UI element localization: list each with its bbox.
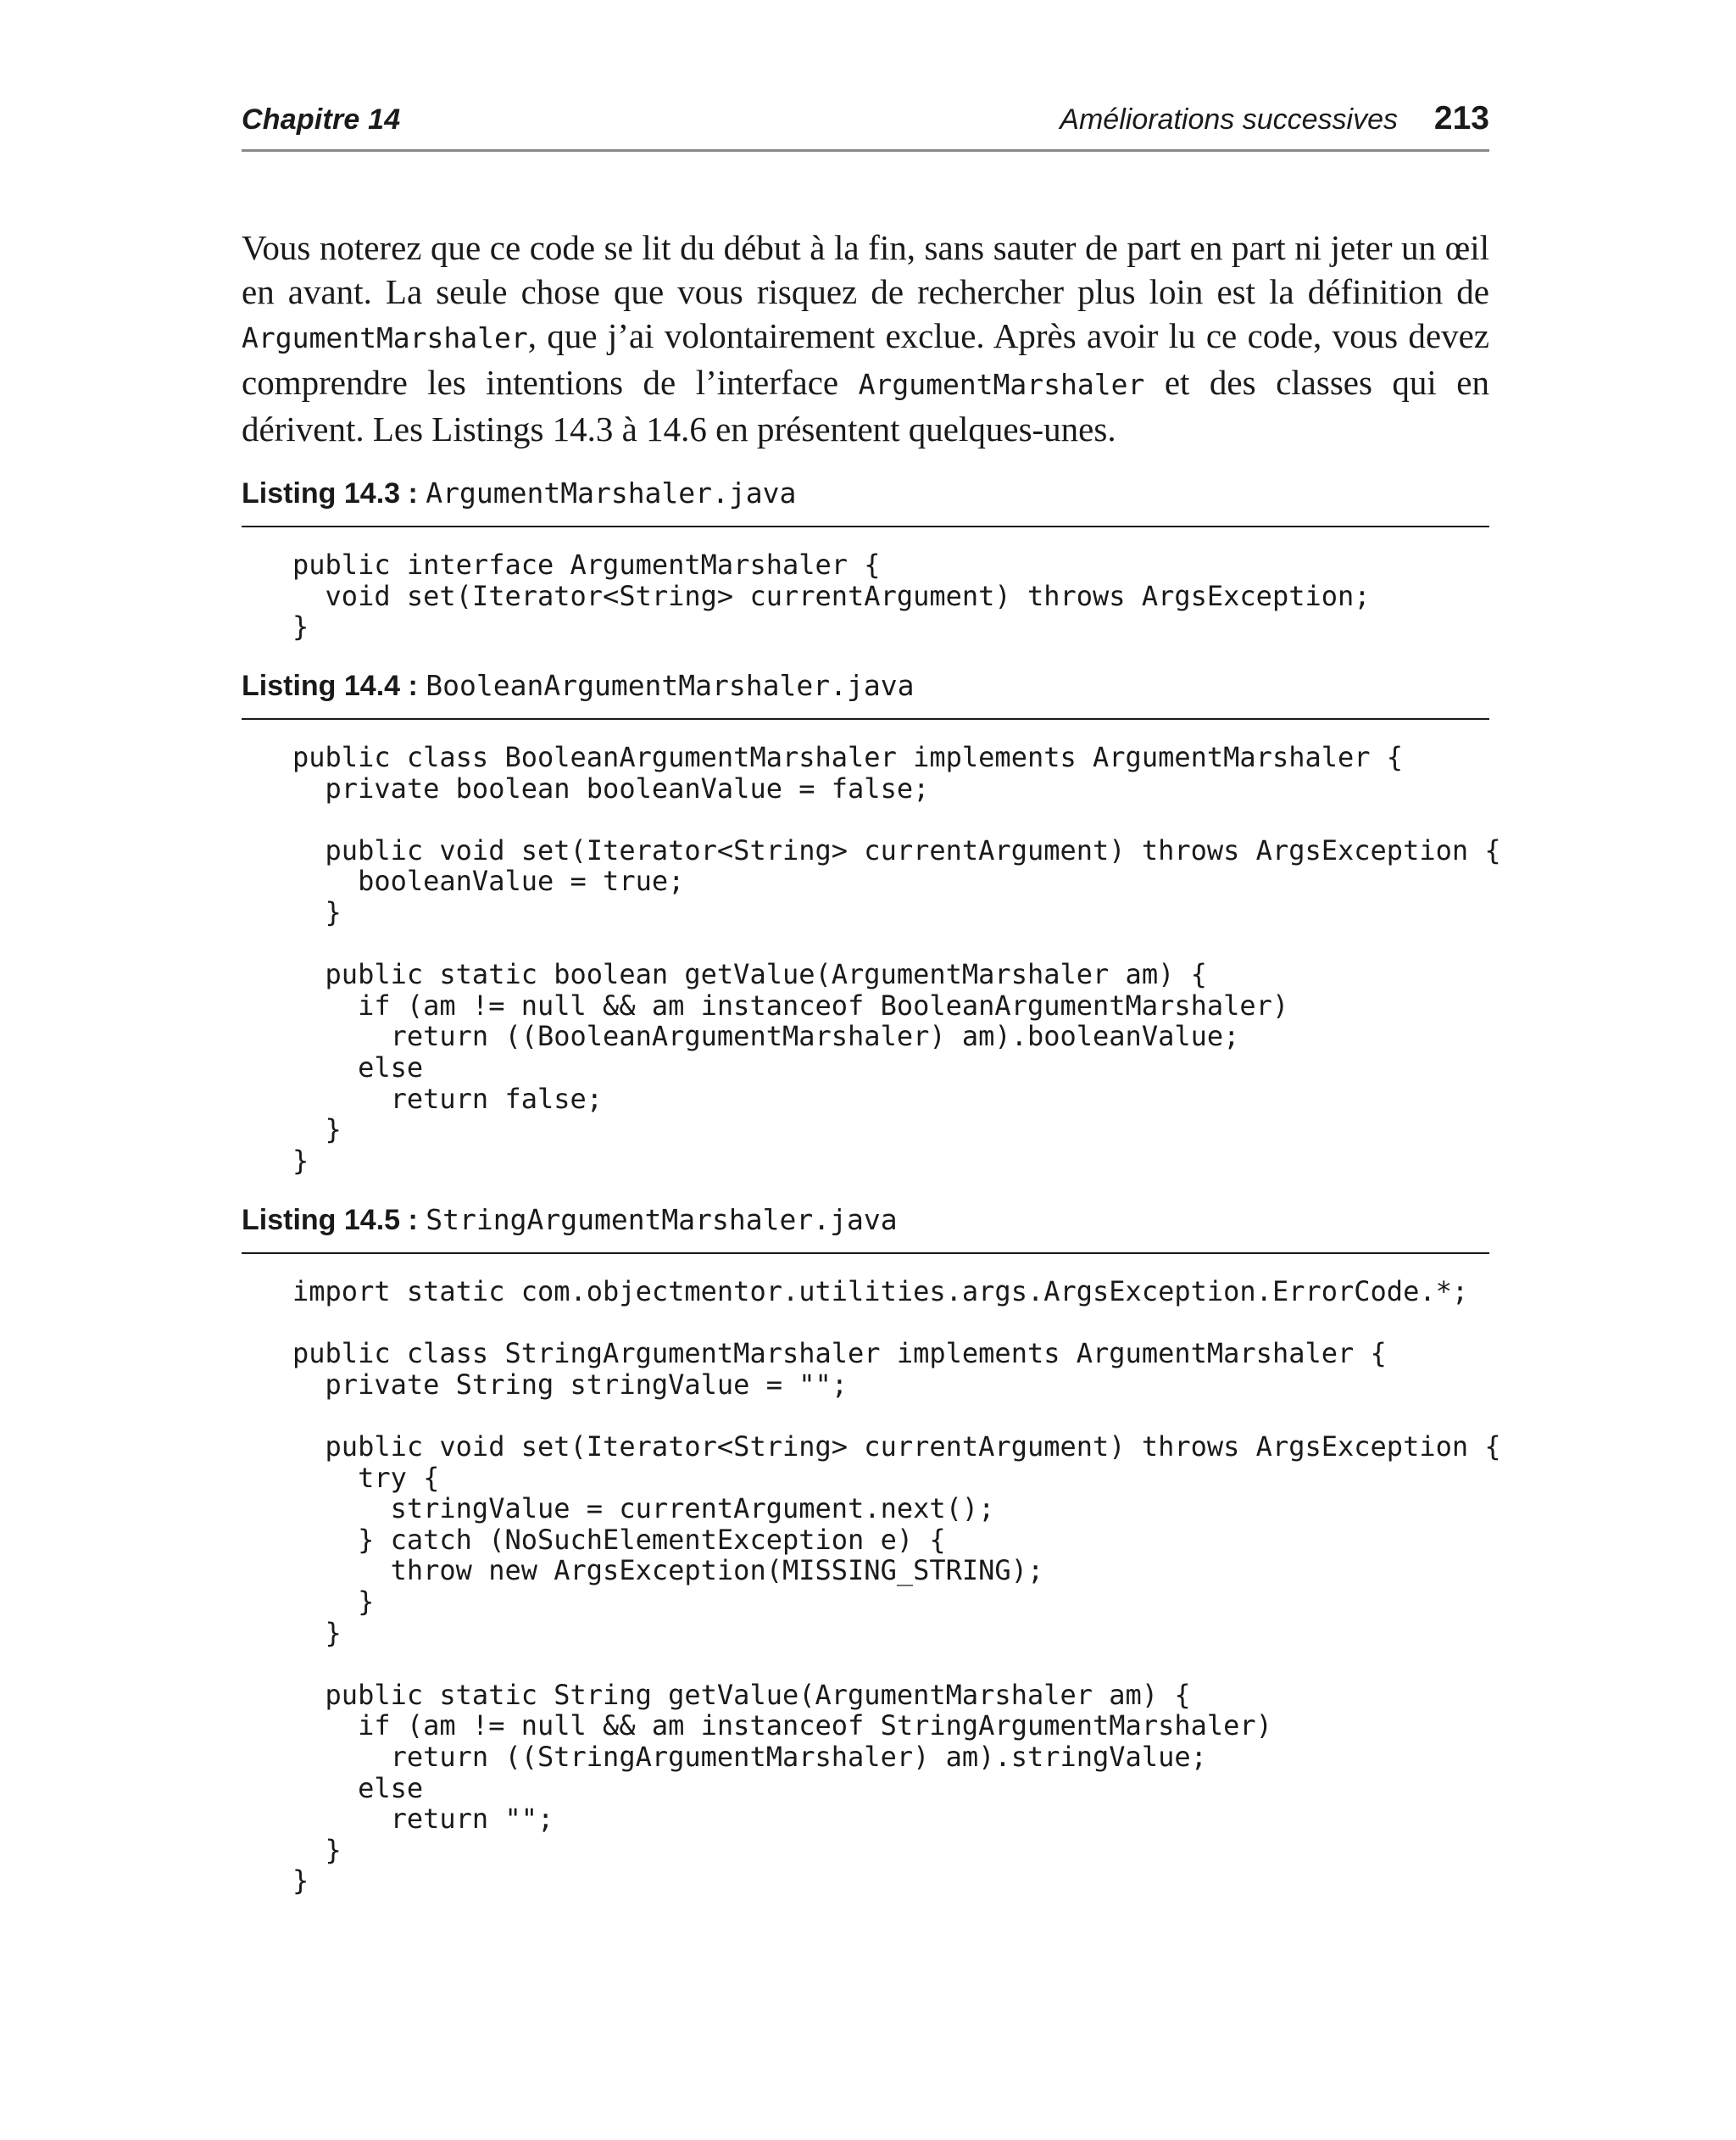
running-header <box>242 100 1489 142</box>
listing-label: Listing 14.4 : <box>242 670 418 702</box>
code-block: public class BooleanArgumentMarshaler implements ArgumentMarshaler { private boolean booleanValue = false; public void set(Iterator<String> currentArgument) throws ArgsException { booleanValue = true; } public static boolean getValue(ArgumentMarshaler am) { if (am != null && am instanceof BooleanArgumentMarshaler) return ((BooleanArgumentMarshaler) am).booleanValue; else return false; } } <box>292 741 1501 1177</box>
listing-filename: ArgumentMarshaler.java <box>426 476 797 510</box>
header-rule <box>242 149 1489 152</box>
listing-label: Listing 14.3 : <box>242 477 418 510</box>
code-block: public interface ArgumentMarshaler { void set(Iterator<String> currentArgument) throws ArgsException; } <box>292 549 1371 644</box>
inline-code: ArgumentMarshaler <box>858 368 1145 401</box>
body-paragraph <box>242 226 1489 451</box>
body-text-segment: , que j’ai volontairement exclue. Après avoir lu ce code, vous devez comprendre les intentions de l’interface <box>242 316 1489 402</box>
listing-rule <box>242 718 1489 720</box>
listing-filename: StringArgumentMarshaler.java <box>426 1203 898 1236</box>
listing-rule <box>242 526 1489 527</box>
listing-filename: BooleanArgumentMarshaler.java <box>426 669 915 702</box>
body-text-segment: Vous noterez que ce code se lit du début à la fin, sans sauter de part en part ni jeter un œil en avant. La seule chose que vous risquez de rechercher plus loin est la définition de <box>242 228 1489 311</box>
chapter-label: Chapitre 14 <box>242 103 401 136</box>
listing-caption <box>242 667 914 705</box>
page-number: 213 <box>1433 100 1489 137</box>
section-title: Améliorations successives <box>1060 103 1398 136</box>
listing-label: Listing 14.5 : <box>242 1204 418 1236</box>
code-block: import static com.objectmentor.utilities.args.ArgsException.ErrorCode.*; public class StringArgumentMarshaler implements ArgumentMarshaler { private String stringValue = ""; public void set(Iterator<String> currentArgument) throws ArgsException { try { stringValue = currentArgument.next(); } catch (NoSuchElementException e) { throw new ArgsException(MISSING_STRING); } } public static String getValue(ArgumentMarshaler am) { if (am != null && am instanceof StringArgumentMarshaler) return ((StringArgumentMarshaler) am).stringValue; else return ""; } } <box>292 1275 1501 1898</box>
listing-caption <box>242 475 796 512</box>
listing-rule <box>242 1252 1489 1254</box>
inline-code: ArgumentMarshaler <box>242 321 528 354</box>
listing-caption <box>242 1201 898 1239</box>
body-text-segment: et des classes qui en dérivent. Les Listings 14.3 à 14.6 en présentent quelques-unes. <box>242 363 1489 449</box>
